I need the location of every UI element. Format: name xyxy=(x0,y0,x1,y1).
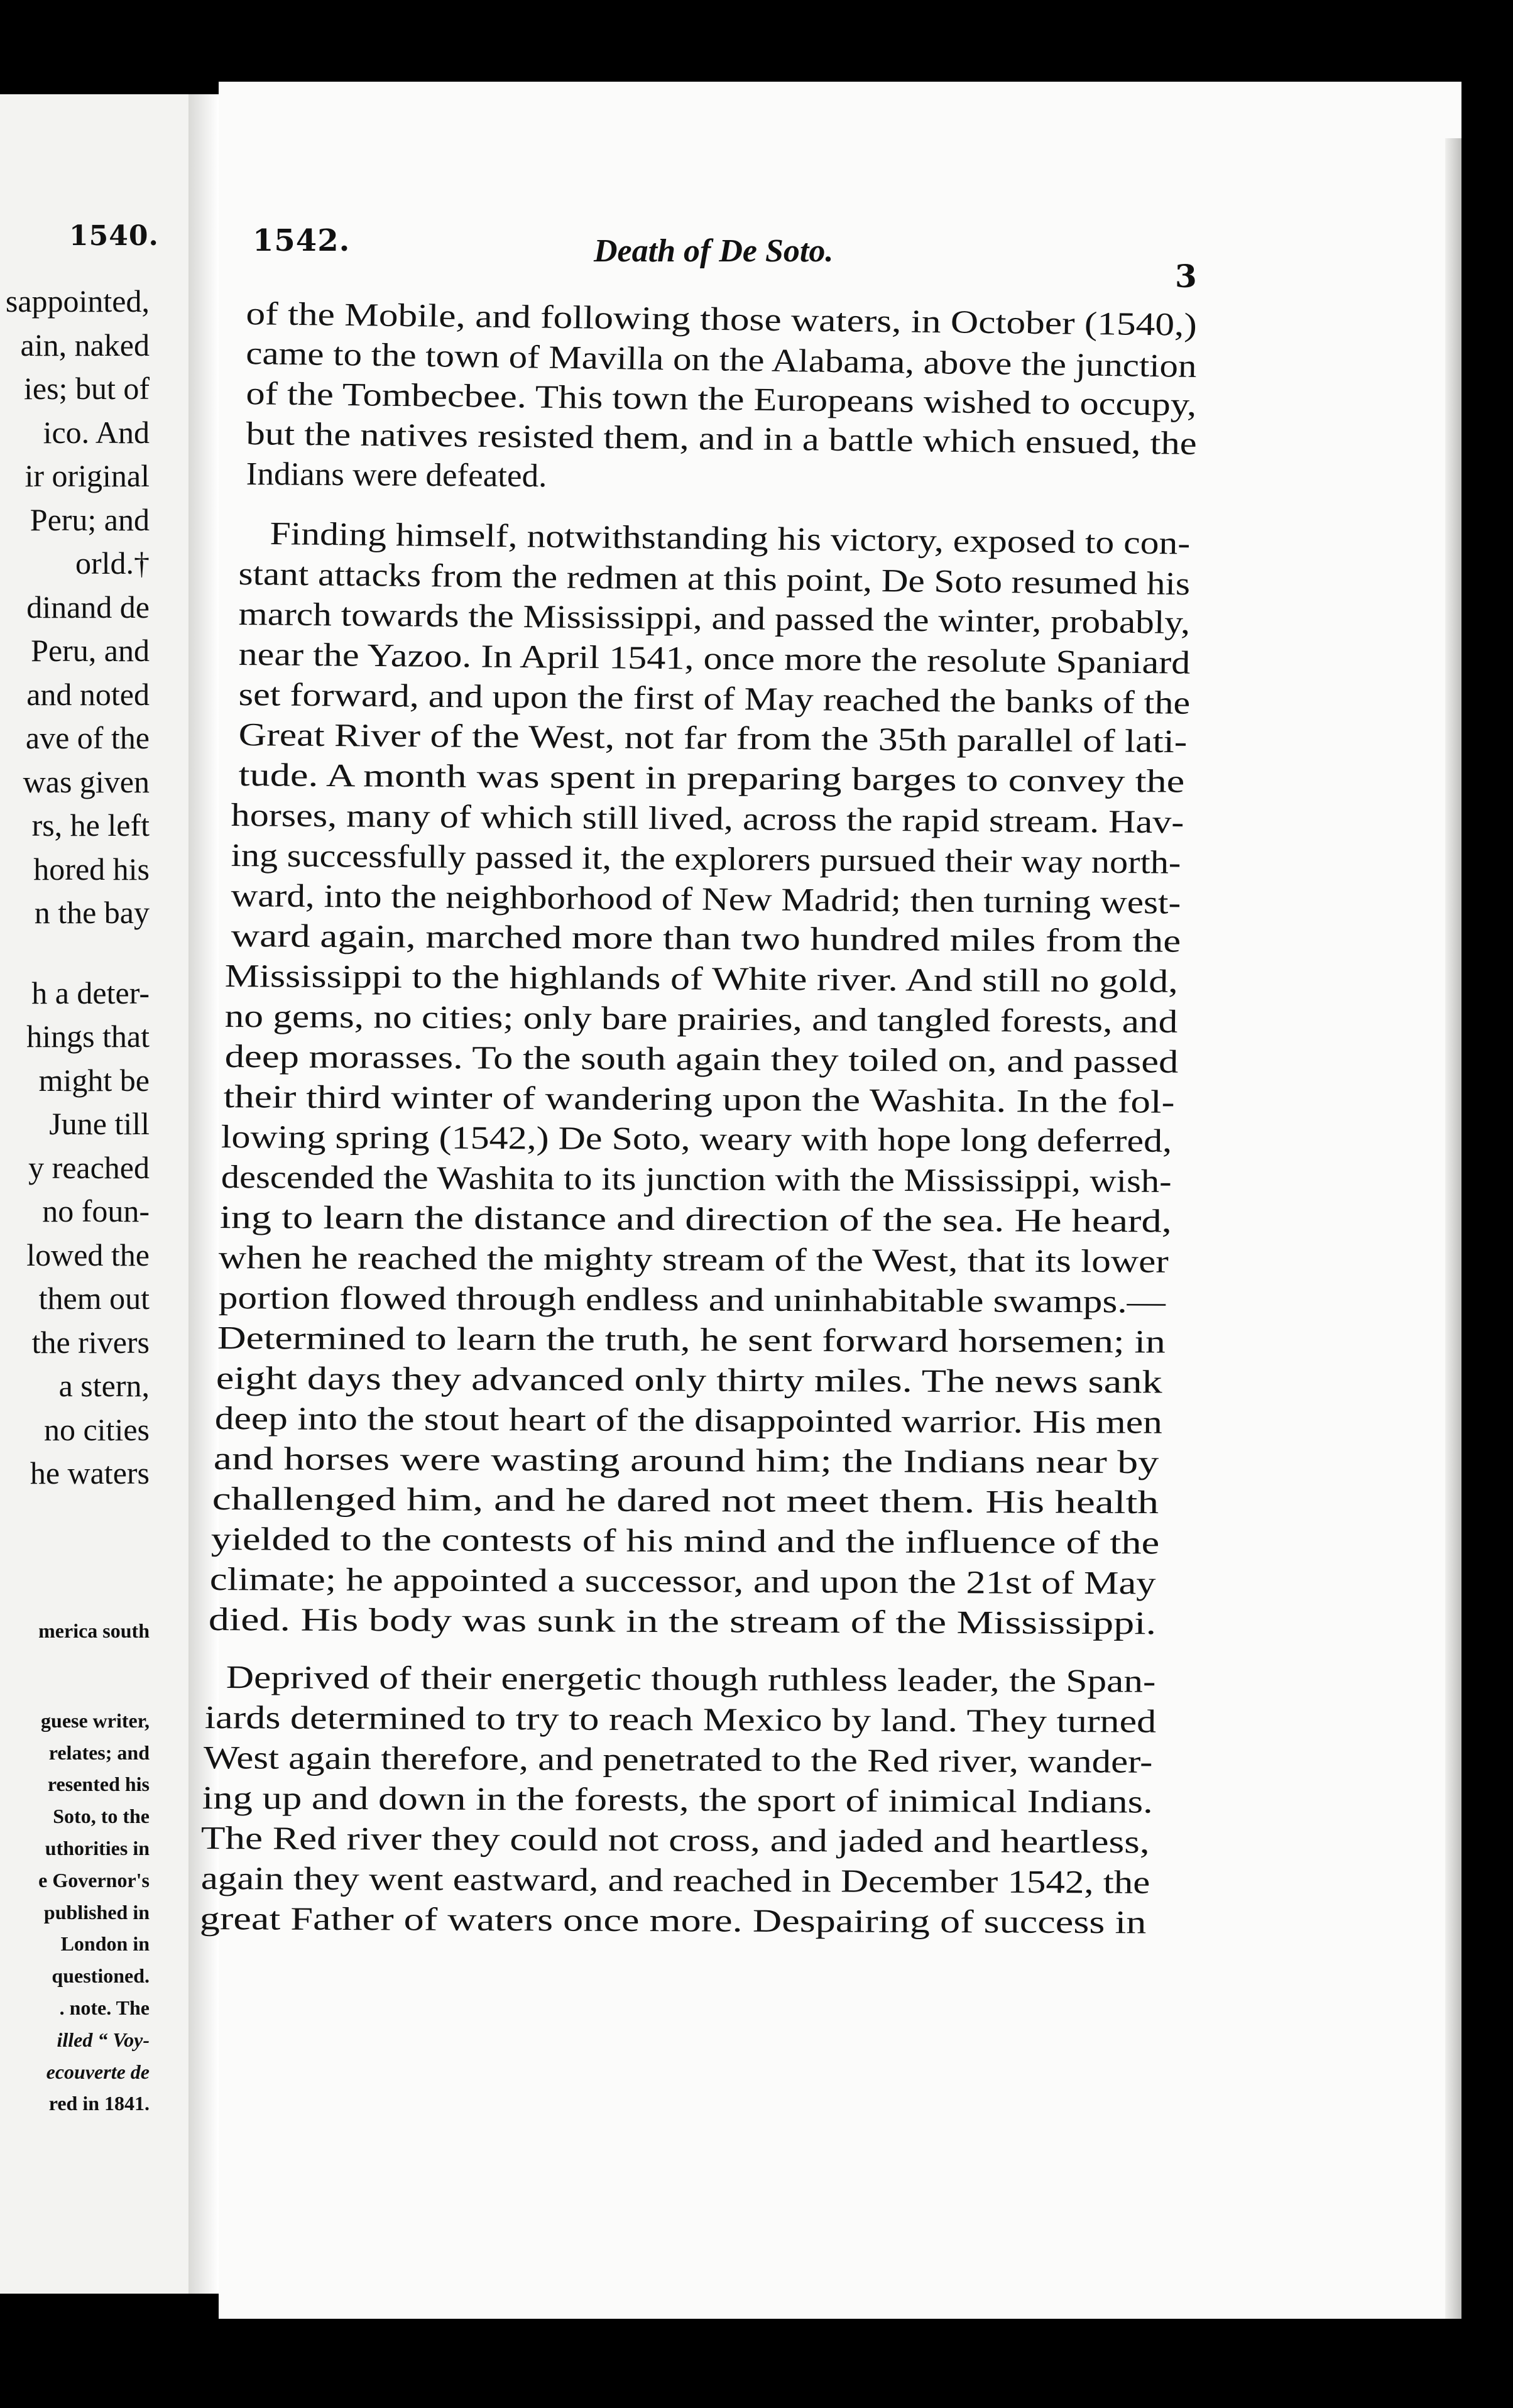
text-line: might be xyxy=(38,1062,150,1098)
text-line: Peru; and xyxy=(30,501,150,537)
text-line: ain, naked xyxy=(20,327,150,363)
footnote-line: uthorities in xyxy=(45,1836,150,1859)
body-text-line: Indians were defeated. xyxy=(246,456,547,495)
body-text-line: died. His body was sunk in the stream of the Mississippi. xyxy=(208,1602,1157,1642)
text-line: dinand de xyxy=(26,589,150,625)
body-text-line: Great River of the West, not far from the 35th parallel of lati- xyxy=(238,717,1188,760)
text-line: ies; but of xyxy=(24,371,150,406)
footnote-line: red in 1841. xyxy=(48,2092,150,2115)
text-line: lowed the xyxy=(26,1237,150,1272)
body-text-line: tude. A month was spent in preparing barges to convey the xyxy=(238,757,1185,800)
body-text-line: Determined to learn the truth, he sent forward horsemen; in xyxy=(217,1320,1166,1360)
body-text-line: of the Mobile, and following those waters, in October (1540,) xyxy=(246,295,1198,343)
footnote-line: London in xyxy=(60,1932,150,1956)
body-text-line: no gems, no cities; only bare prairies, and tangled forests, and xyxy=(224,999,1178,1040)
running-head-year: 1542. xyxy=(253,223,351,258)
body-text-line: but the natives resisted them, and in a battle which ensued, the xyxy=(246,415,1198,462)
body-text-line: ing to learn the distance and direction of the sea. He heard, xyxy=(219,1200,1172,1240)
text-line: ico. And xyxy=(43,414,150,450)
previous-page-year: 1540. xyxy=(69,220,159,252)
body-text-line: climate; he appointed a successor, and upon the 21st of May xyxy=(209,1562,1156,1602)
text-line: hored his xyxy=(33,851,150,887)
body-text-line: near the Yazoo. In April 1541, once more the resolute Spaniard xyxy=(238,636,1191,681)
paragraph-gap xyxy=(6,935,150,971)
body-text-line: yielded to the contests of his mind and the influence of the xyxy=(210,1521,1160,1562)
footnote-line: . note. The xyxy=(59,1996,150,2019)
body-text-line: challenged him, and he dared not meet them. His health xyxy=(212,1481,1159,1521)
body-text-line: iards determined to try to reach Mexico by land. They turned xyxy=(204,1700,1157,1740)
body-text-line: ward again, marched more than two hundred miles from the xyxy=(231,918,1181,960)
text-line: sappointed, xyxy=(5,283,150,319)
text-line: ir original xyxy=(25,458,150,493)
footnote-line: ecouverte de xyxy=(46,2060,150,2083)
text-line: h a deter- xyxy=(31,975,150,1010)
body-text-line: West again therefore, and penetrated to the Red river, wander- xyxy=(203,1740,1153,1780)
body-text-line: deep into the stout heart of the disappointed warrior. His men xyxy=(214,1401,1163,1441)
text-line: them out xyxy=(38,1281,150,1316)
footnote-line: Soto, to the xyxy=(53,1805,150,1828)
body-text-line: ing successfully passed it, the explorers pursued their way north- xyxy=(231,838,1181,881)
body-text-line: set forward, and upon the first of May reached the banks of the xyxy=(238,677,1191,721)
body-text-line: ward, into the neighborhood of New Madrid; then turning west- xyxy=(231,878,1181,921)
page-number: 3 xyxy=(1175,258,1197,295)
text-line: he waters xyxy=(30,1455,150,1491)
previous-page-footnotes xyxy=(38,1615,150,2120)
body-text-line: their third winter of wandering upon the Washita. In the fol- xyxy=(223,1079,1175,1120)
text-line: a stern, xyxy=(58,1368,150,1403)
footnote-line: e Governor's xyxy=(38,1868,150,1891)
body-text-line: of the Tombecbee. This town the Europeans wished to occupy, xyxy=(246,375,1197,424)
body-text-line: march towards the Mississippi, and passed the winter, probably, xyxy=(238,596,1191,641)
body-text-line: portion flowed through endless and uninhabitable swamps.— xyxy=(218,1280,1166,1320)
footnote-line: published in xyxy=(43,1900,150,1924)
text-line: and noted xyxy=(26,676,150,712)
body-text-line: Deprived of their energetic though ruthless leader, the Span- xyxy=(226,1660,1156,1700)
text-line: June till xyxy=(49,1106,150,1141)
text-line: Peru, and xyxy=(31,633,150,668)
body-text-line: and horses were wasting around him; the Indians near by xyxy=(213,1441,1159,1481)
body-text-line: came to the town of Mavilla on the Alabama, above the junction xyxy=(245,335,1197,385)
text-line: ave of the xyxy=(25,720,150,755)
footnote-line: merica south xyxy=(38,1619,150,1642)
body-text-line: ing up and down in the forests, the sport of inimical Indians. xyxy=(202,1780,1154,1820)
footnote-line: illed “ Voy- xyxy=(57,2028,150,2051)
body-text-line: again they went eastward, and reached in December 1542, the xyxy=(200,1861,1150,1901)
body-text-line: great Father of waters once more. Despairing of success in xyxy=(199,1901,1147,1941)
text-line: y reached xyxy=(28,1149,150,1185)
body-text-line: horses, many of which still lived, across the rapid stream. Hav- xyxy=(231,797,1184,841)
text-line: rs, he left xyxy=(31,807,150,843)
footnote-line: resented his xyxy=(47,1773,150,1796)
text-line: orld.† xyxy=(75,545,150,581)
text-line: no foun- xyxy=(42,1193,150,1229)
footnote-line: guese writer, xyxy=(41,1709,150,1732)
text-line: was given xyxy=(23,763,150,799)
body-text-line: lowing spring (1542,) De Soto, weary with hope long deferred, xyxy=(221,1119,1172,1159)
page-gutter xyxy=(188,94,219,2294)
text-line: no cities xyxy=(43,1411,150,1447)
previous-page xyxy=(0,94,188,2294)
page-edge-shadow xyxy=(1445,138,1461,2319)
body-text-line: The Red river they could not cross, and jaded and heartless, xyxy=(200,1820,1150,1861)
footnote-line: relates; and xyxy=(48,1741,150,1764)
text-line: n the bay xyxy=(34,895,150,930)
previous-page-text xyxy=(6,280,150,1496)
text-line: hings that xyxy=(26,1019,150,1054)
body-text-line: descended the Washita to its junction with the Mississippi, wish- xyxy=(221,1159,1172,1200)
current-page xyxy=(219,82,1461,2319)
body-text-line: when he reached the mighty stream of the West, that its lower xyxy=(218,1240,1169,1280)
body-text-line: deep morasses. To the south again they toiled on, and passed xyxy=(224,1039,1179,1080)
running-head-title: Death of De Soto. xyxy=(594,233,834,269)
body-text-line: Mississippi to the highlands of White river. And still no gold, xyxy=(224,958,1179,1000)
body-text-line: stant attacks from the redmen at this point, De Soto resumed his xyxy=(238,555,1191,603)
body-text-line: eight days they advanced only thirty miles. The news sank xyxy=(216,1360,1162,1401)
footnote-line: questioned. xyxy=(52,1964,150,1988)
body-text-line: Finding himself, notwithstanding his victory, exposed to con- xyxy=(270,515,1191,562)
text-line: the rivers xyxy=(31,1324,150,1360)
